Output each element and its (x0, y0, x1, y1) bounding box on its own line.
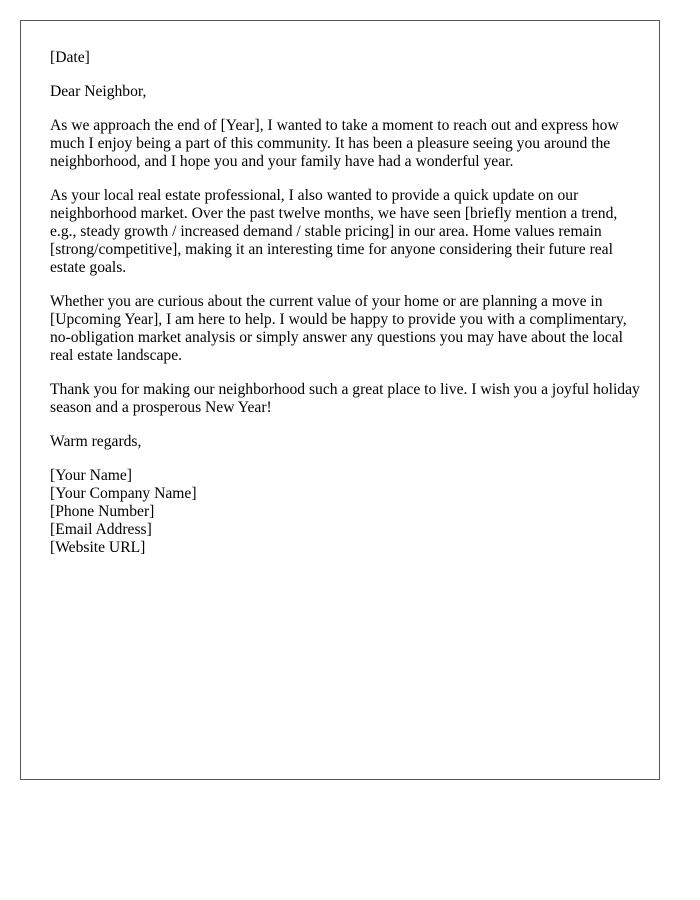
signature-website: [Website URL] (50, 539, 146, 556)
signature-phone: [Phone Number] (50, 503, 155, 520)
letter-closing: Warm regards, (50, 433, 142, 450)
signature-block (50, 467, 640, 557)
letter-paragraph-thanks: Thank you for making our neighborhood such a great place to live. I wish you a joyful holiday season and a prosperous New Year! (50, 381, 640, 416)
letter-paragraph-offer: Whether you are curious about the current value of your home or are planning a move in [Upcoming Year], I am here to help. I would be happy to provide you with a complimentary, no-obligation market analysis or simply answer any questions you may have about the local real estate landscape. (50, 293, 627, 364)
letter-frame (20, 20, 660, 780)
letter-salutation: Dear Neighbor, (50, 83, 147, 100)
signature-name: [Your Name] (50, 467, 133, 484)
letter-date: [Date] (50, 49, 90, 66)
signature-email: [Email Address] (50, 521, 152, 538)
letter-paragraph-intro: As we approach the end of [Year], I wanted to take a moment to reach out and express how much I enjoy being a part of this community. It has been a pleasure seeing you around the neighborhood, and I hope you and your family have had a wonderful year. (50, 117, 619, 170)
letter-body (50, 49, 640, 557)
signature-company: [Your Company Name] (50, 485, 197, 502)
letter-paragraph-market-update: As your local real estate professional, I also wanted to provide a quick update on our neighborhood market. Over the past twelve months, we have seen [briefly mention a trend, e.g., steady growth / increased demand / stable pricing] in our area. Home values remain [strong/competitive], making it an interesting time for anyone considering their future real estate goals. (50, 187, 618, 276)
